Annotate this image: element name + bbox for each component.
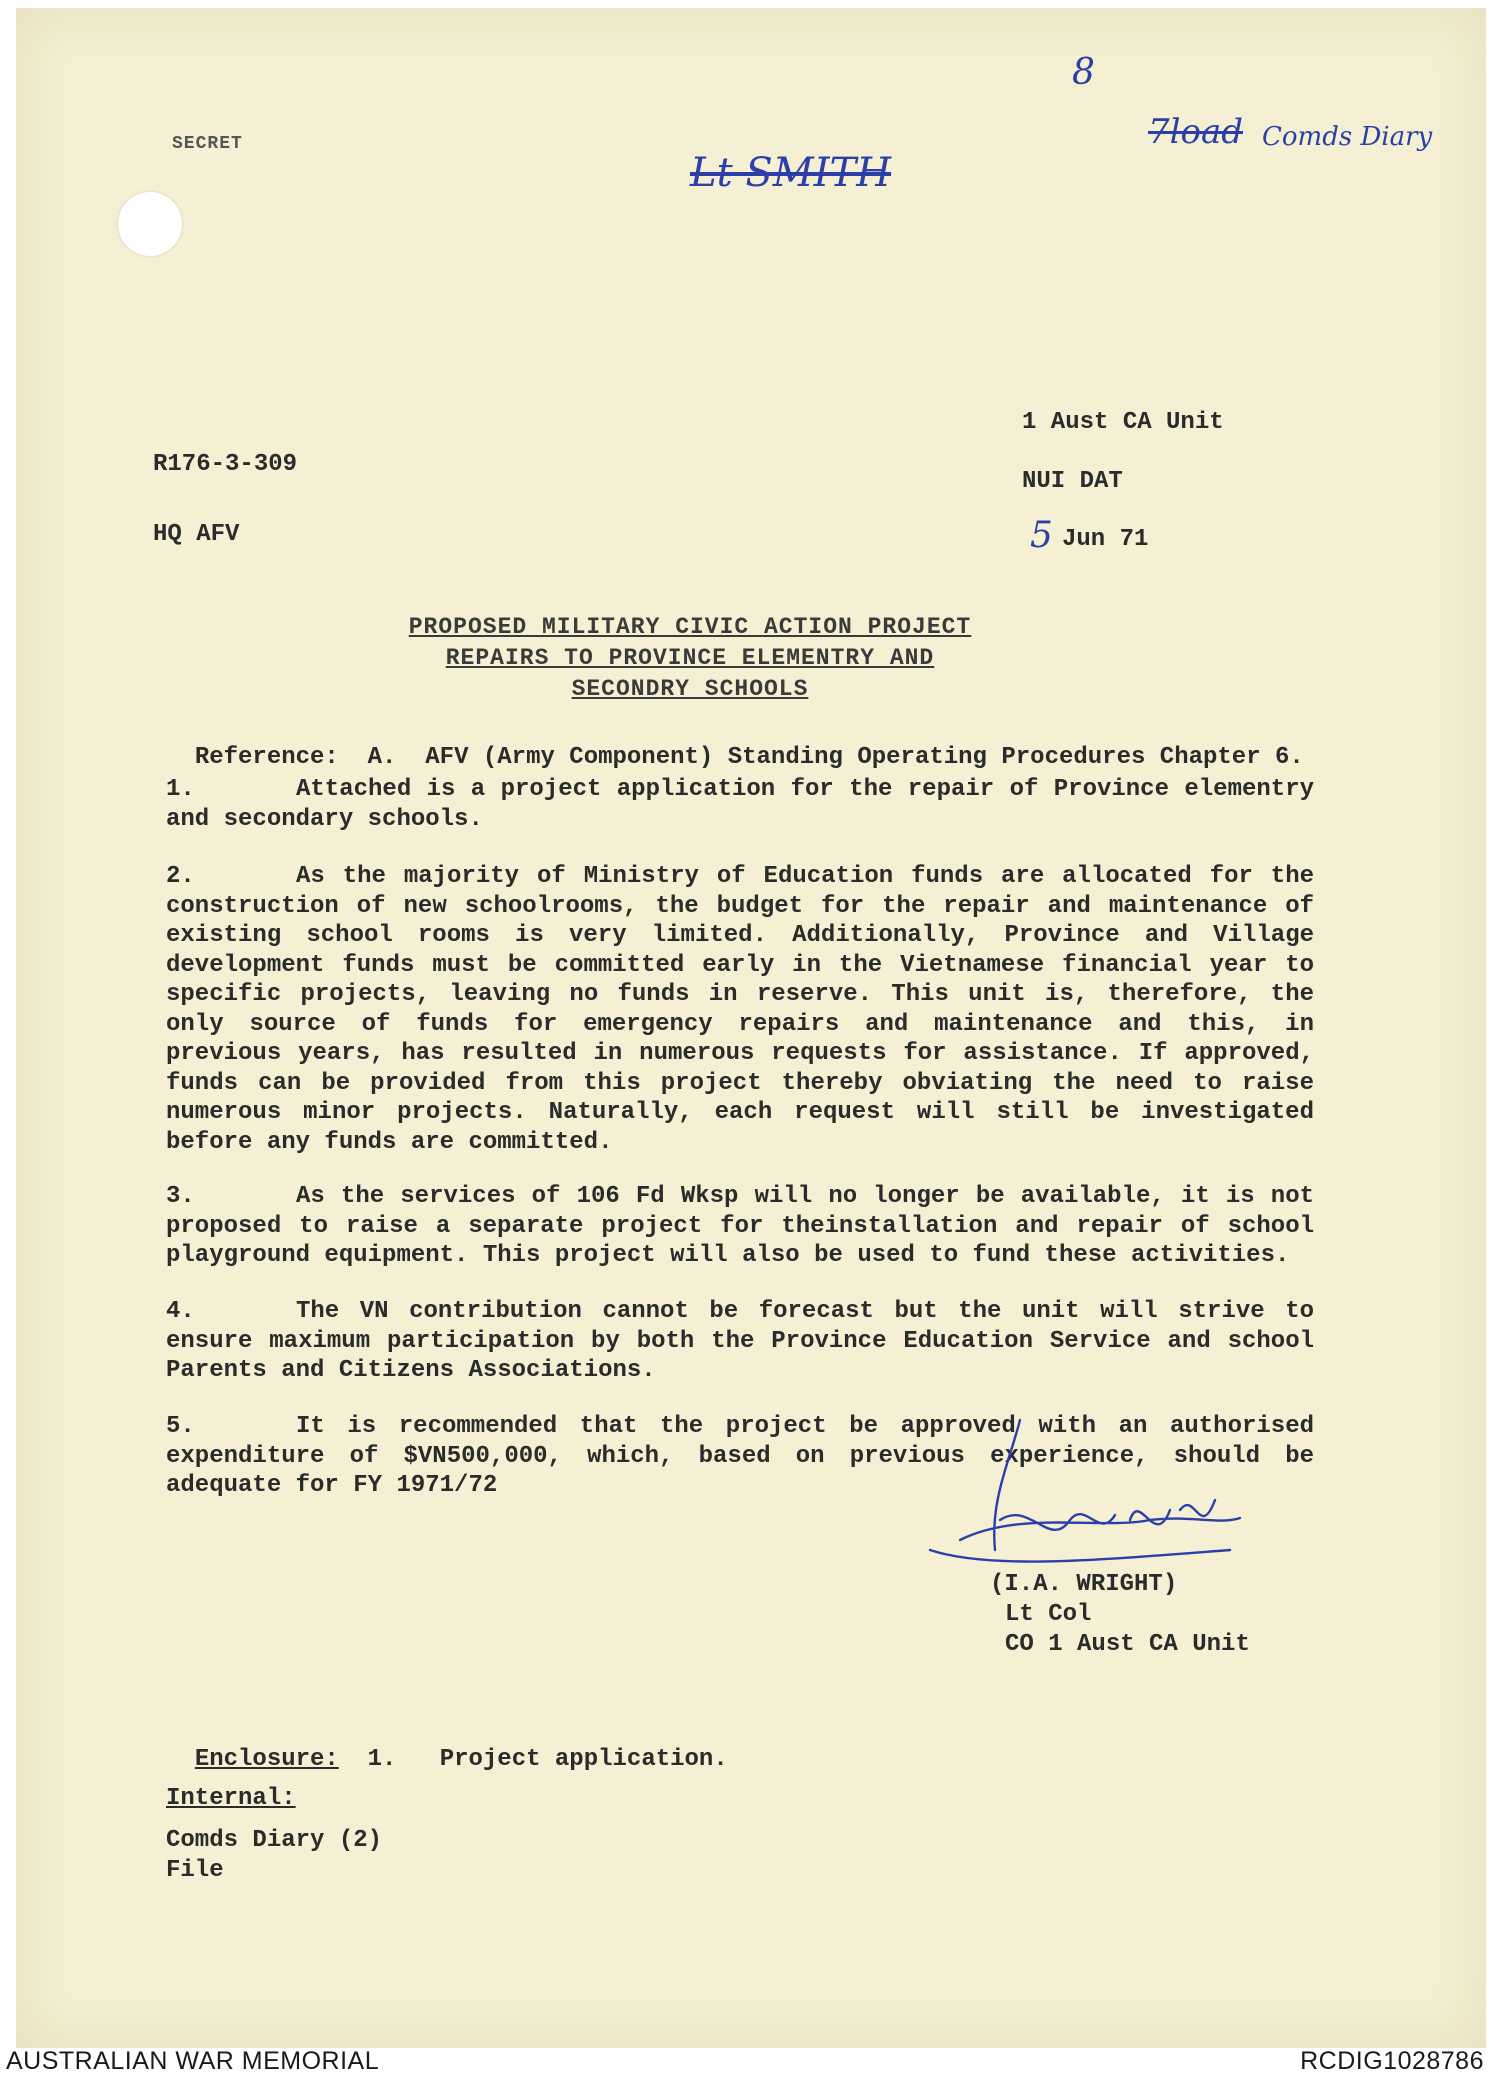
internal-item: Comds Diary (2): [166, 1827, 383, 1854]
file-reference: R176-3-309: [153, 451, 298, 478]
enclosure-number: 1.: [367, 1745, 397, 1773]
footer-archive-name: AUSTRALIAN WAR MEMORIAL: [6, 2047, 380, 2075]
paragraph-number: 1.: [166, 776, 195, 803]
handwritten-margin-note: Comds Diary: [1262, 122, 1433, 152]
handwritten-crossed-word: 7load: [1148, 112, 1244, 152]
paragraph-text: As the majority of Ministry of Education funds are allocated for the construction of new schoolrooms, the budget for the repair and maintenance of existing school rooms is very limited. Additionally, Province and Village development funds must be committed early in the Vietnamese financial year to specific projects, leaving no funds in reserve. This unit is, therefore, the only source of funds for emergency repairs and maintenance and this, in previous years, has resulted in numerous requests for assistance. If approved, funds can be provided from this project thereby obviating the need to raise numerous minor projects. Naturally, each request will still be investigated before any funds are committed.: [166, 863, 1314, 1156]
title-line: REPAIRS TO PROVINCE ELEMENTRY AND: [445, 645, 935, 671]
signatory-appointment: CO 1 Aust CA Unit: [1005, 1631, 1250, 1658]
enclosure-text: Project application.: [439, 1745, 728, 1773]
sender-unit: 1 Aust CA Unit: [1022, 409, 1224, 436]
paragraph-2: [166, 862, 1314, 1157]
title-line: PROPOSED MILITARY CIVIC ACTION PROJECT: [408, 614, 972, 640]
paragraph-text: As the services of 106 Fd Wksp will no longer be available, it is not proposed to raise a separate project for theinstallation and repair of school playground equipment. This project will also be used to fund these activities.: [166, 1183, 1314, 1269]
paragraph-text: It is recommended that the project be approved with an authorised expenditure of $VN500,000, which, based on previous experience, should be adequate for FY 1971/72: [166, 1413, 1314, 1499]
document-title: [330, 612, 1050, 705]
sender-date: Jun 71: [1062, 526, 1149, 553]
paragraph-text: Attached is a project application for the repair of Province elementry and secondary schools.: [166, 776, 1314, 833]
paragraph-number: 5.: [166, 1413, 195, 1440]
reference-label: Reference:: [194, 743, 339, 771]
signatory-name: (I.A. WRIGHT): [990, 1571, 1178, 1598]
reference-text: A. AFV (Army Component) Standing Operating Procedures Chapter 6.: [367, 743, 1304, 771]
reference-line: [166, 713, 1304, 772]
handwritten-crossed-name: Lt SMITH: [690, 150, 892, 196]
classification-mark: SECRET: [172, 134, 243, 154]
handwritten-date-day: 5: [1030, 515, 1053, 556]
paragraph-4: [166, 1297, 1314, 1386]
addressee: HQ AFV: [153, 521, 240, 548]
enclosure-line: [166, 1715, 728, 1774]
internal-label: Internal:: [166, 1785, 296, 1812]
title-line: SECONDRY SCHOOLS: [571, 676, 809, 702]
signatory-rank: Lt Col: [1005, 1601, 1092, 1628]
punch-hole: [118, 192, 182, 256]
sender-location: NUI DAT: [1022, 468, 1123, 495]
paragraph-number: 2.: [166, 863, 195, 890]
enclosure-label: Enclosure:: [194, 1745, 339, 1773]
paragraph-number: 4.: [166, 1298, 195, 1325]
paragraph-3: [166, 1182, 1314, 1271]
paragraph-number: 3.: [166, 1183, 195, 1210]
handwritten-page-number: 8: [1072, 52, 1095, 93]
footer-catalog-id: RCDIG1028786: [1300, 2047, 1484, 2075]
internal-item: File: [166, 1857, 224, 1884]
paragraph-text: The VN contribution cannot be forecast but the unit will strive to ensure maximum participation by both the Province Education Service and school Parents and Citizens Associations.: [166, 1298, 1314, 1384]
paragraph-1: [166, 775, 1314, 834]
